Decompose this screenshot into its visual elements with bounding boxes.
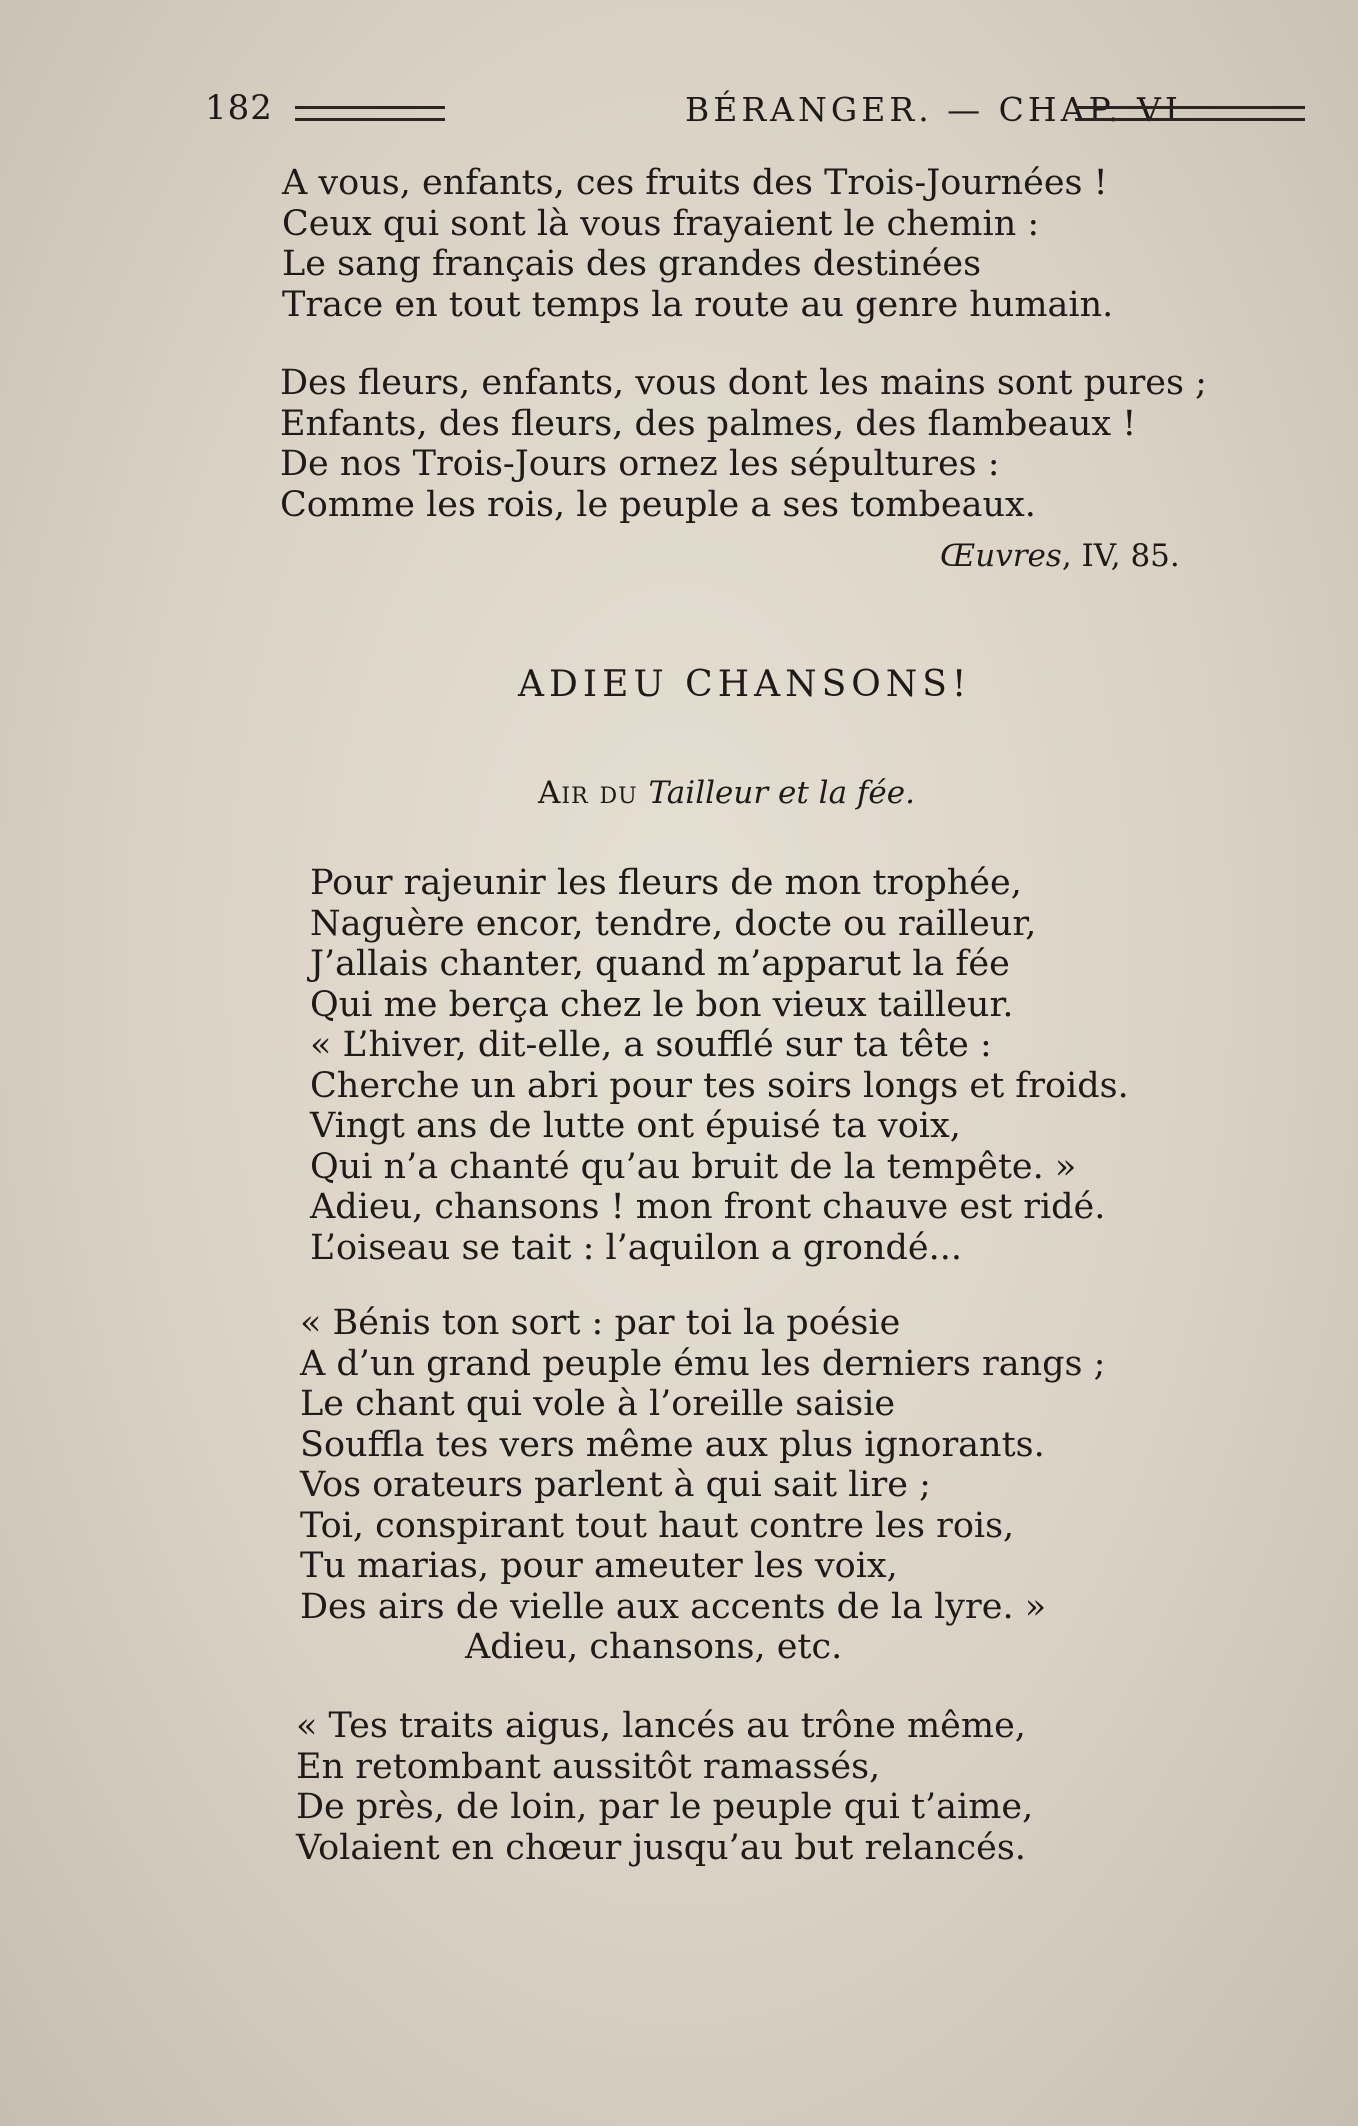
verse-line: Des fleurs, enfants, vous dont les mains sont pures ;	[280, 363, 1207, 403]
verse-line: Pour rajeunir les fleurs de mon trophée,	[310, 863, 1022, 903]
verse-line: « L’hiver, dit-elle, a soufflé sur ta tête :	[310, 1025, 992, 1065]
verse-line: Le sang français des grandes destinées	[282, 244, 982, 284]
verse-line: Naguère encor, tendre, docte ou railleur,	[310, 903, 1037, 944]
song-air	[538, 775, 915, 811]
verse-line: Vos orateurs parlent à qui sait lire ;	[300, 1465, 931, 1505]
verse-line: En retombant aussitôt ramassés,	[296, 1746, 881, 1787]
song-stanza-2	[300, 1303, 1105, 1668]
song-stanza-1	[310, 863, 1129, 1268]
verse-line: Toi, conspirant tout haut contre les rois,	[300, 1505, 1015, 1546]
verse-line: A vous, enfants, ces fruits des Trois-Journées !	[282, 163, 1108, 203]
verse-line: Enfants, des fleurs, des palmes, des flambeaux !	[280, 403, 1137, 444]
air-tune: Tailleur et la fée.	[648, 775, 915, 811]
verse-line: Souffla tes vers même aux plus ignorants.	[300, 1424, 1045, 1465]
header-rule-right	[1075, 106, 1305, 121]
attribution-ref: , IV, 85.	[1061, 538, 1180, 574]
attribution-work: Œuvres	[940, 538, 1062, 574]
verse-line: De près, de loin, par le peuple qui t’aime,	[296, 1787, 1034, 1827]
verse-line: Des airs de vielle aux accents de la lyre. »	[300, 1586, 1047, 1627]
verse-line: Le chant qui vole à l’oreille saisie	[300, 1384, 896, 1424]
verse-line: Tu marias, pour ameuter les voix,	[300, 1546, 898, 1586]
verse-line: J’allais chanter, quand m’apparut la fée	[310, 944, 1010, 984]
verse-line: Cherche un abri pour tes soirs longs et froids.	[310, 1065, 1129, 1106]
verse-line: Comme les rois, le peuple a ses tombeaux.	[280, 484, 1036, 525]
verse-refrain: Adieu, chansons, etc.	[465, 1627, 843, 1667]
page-header	[205, 88, 1305, 138]
verse-line: Ceux qui sont là vous frayaient le chemin :	[282, 203, 1040, 244]
song-stanza-3	[296, 1706, 1033, 1868]
verse-line: Qui me berça chez le bon vieux tailleur.	[310, 984, 1014, 1025]
verse-line: « Bénis ton sort : par toi la poésie	[300, 1303, 901, 1343]
verse-line: Trace en tout temps la route au genre humain.	[282, 284, 1114, 325]
running-head: BÉRANGER. — CHAP. VI	[685, 90, 1182, 129]
verse-line: L’oiseau se tait : l’aquilon a grondé...	[310, 1227, 962, 1268]
verse-line: Adieu, chansons ! mon front chauve est ridé.	[310, 1187, 1106, 1227]
source-attribution	[940, 538, 1180, 574]
verse-line: Volaient en chœur jusqu’au but relancés.	[296, 1827, 1026, 1868]
verse-line: De nos Trois-Jours ornez les sépultures :	[280, 444, 1000, 484]
verse-line: « Tes traits aigus, lancés au trône même,	[296, 1706, 1026, 1746]
verse-line: Vingt ans de lutte ont épuisé ta voix,	[310, 1106, 961, 1146]
header-rule-left	[295, 106, 445, 121]
page-number: 182	[205, 88, 273, 128]
song-title: ADIEU CHANSONS!	[518, 664, 972, 705]
poem-stanza-2	[280, 363, 1207, 525]
poem-stanza-1	[282, 163, 1113, 325]
verse-line: Qui n’a chanté qu’au bruit de la tempête. »	[310, 1146, 1077, 1187]
air-label: Air du	[538, 775, 649, 811]
verse-line: A d’un grand peuple ému les derniers rangs ;	[300, 1343, 1106, 1384]
